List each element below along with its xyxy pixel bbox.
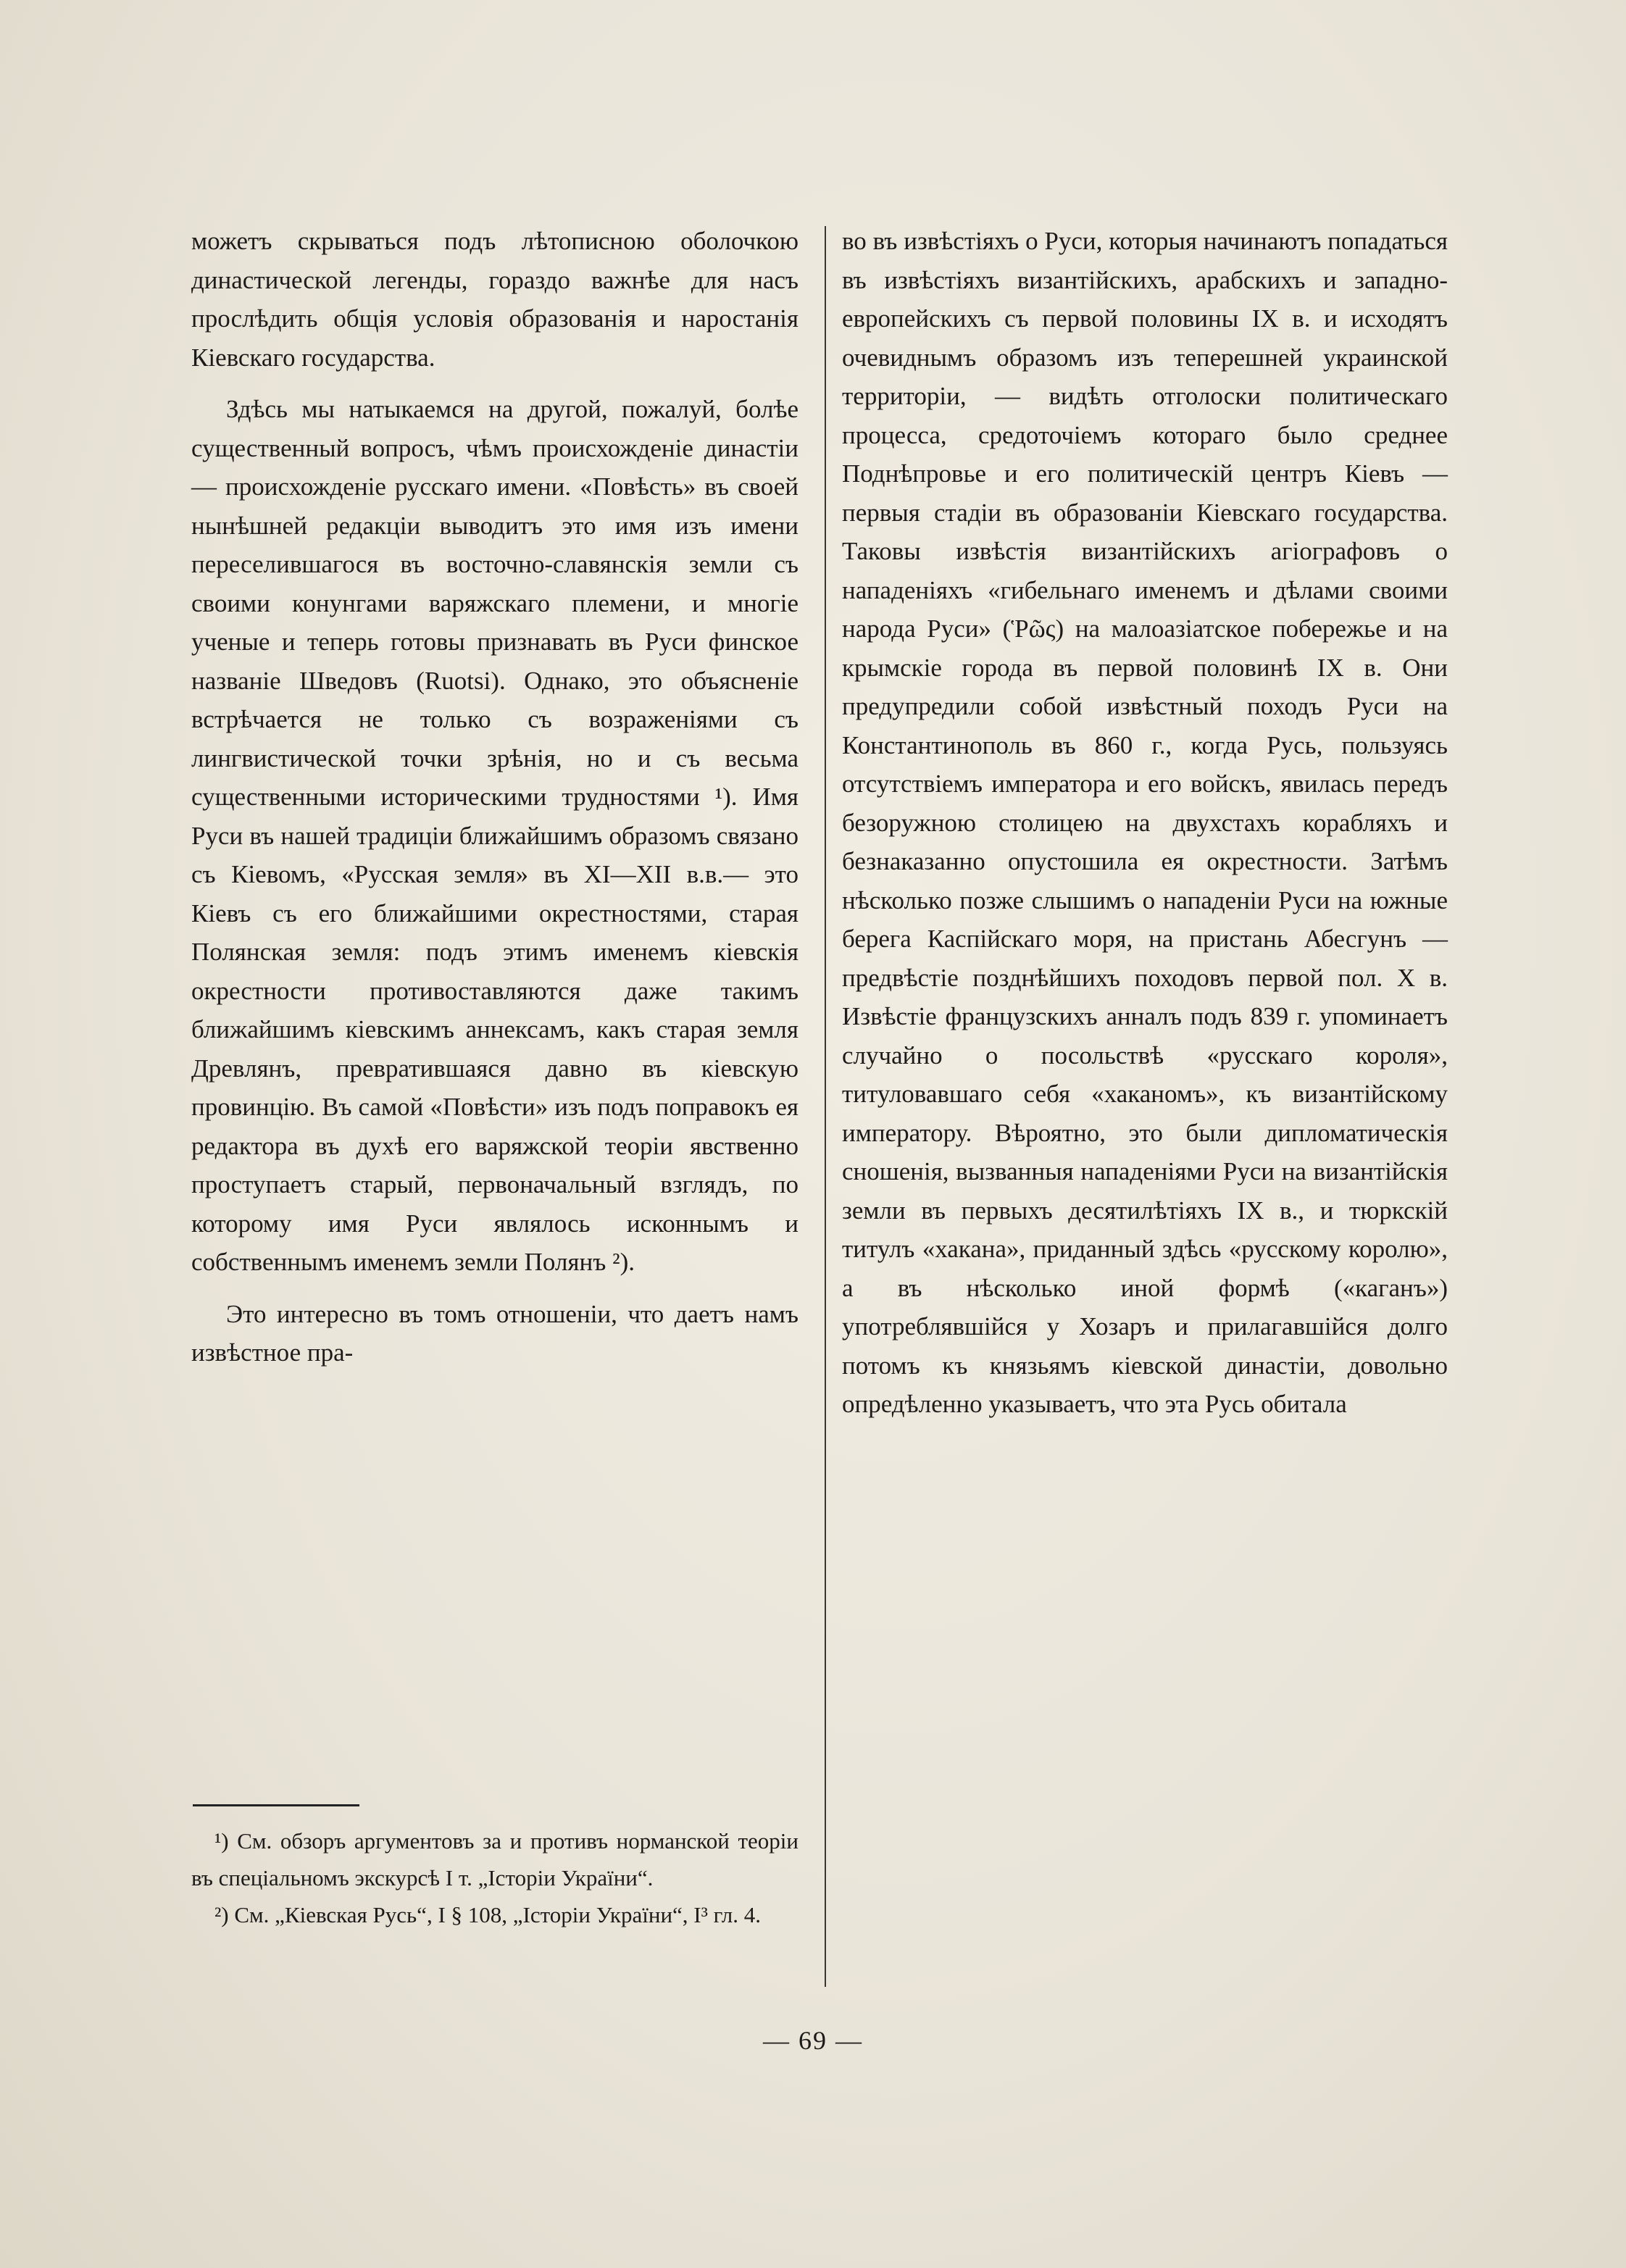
- column-divider: [825, 226, 826, 1987]
- footnote-rule: [193, 1804, 359, 1806]
- footnotes: [191, 1822, 799, 1933]
- footnote: ²) См. „Кіевская Русь“, I § 108, „Історіи України“, I³ гл. 4.: [214, 1902, 762, 1927]
- footnote: ¹) См. обзоръ аргументовъ за и противъ норманской теоріи въ спеціальномъ экскурсѣ I т. „Історіи України“.: [191, 1828, 799, 1890]
- left-text-column: [191, 222, 799, 1372]
- right-text-column: [842, 222, 1448, 1424]
- paragraph: можетъ скрываться подъ лѣтописною оболочкою династической легенды, гораздо важнѣе для насъ прослѣдить общія условія образованія и наростанія Кіевскаго государства.: [191, 227, 799, 372]
- paragraph: Здѣсь мы натыкаемся на другой, пожалуй, болѣе существенный вопросъ, чѣмъ происхожденіе династіи — происхожденіе русскаго имени. «Повѣсть» въ своей нынѣшней редакціи выводитъ это имя изъ имени переселившагося въ восточно-славянскія земли съ своими конунгами варяжскаго племени, и многіе ученые и теперь готовы признавать въ Руси финское названіе Шведовъ (Ruotsi). Однако, это объясненіе встрѣчается не только съ возраженіями съ лингвистической точки зрѣнія, но и съ весьма существенными историческими трудностями ¹). Имя Руси въ нашей традиціи ближайшимъ образомъ связано съ Кіевомъ, «Русская земля» въ XI—XII в.в.— это Кіевъ съ его ближайшими окрестностями, старая Полянская земля: подъ этимъ именемъ кіевскія окрестности противоставляются даже такимъ ближайшимъ кіевскимъ аннексамъ, какъ старая земля Древлянъ, превратившаяся давно въ кіевскую провинцію. Въ самой «Повѣсти» изъ подъ поправокъ ея редактора въ духѣ его варяжской теоріи явственно проступаетъ старый, первоначальный взглядъ, по которому имя Руси являлось исконнымъ и собственнымъ именемъ земли Полянъ ²).: [191, 395, 799, 1276]
- page-number: — 69 —: [763, 2026, 863, 2055]
- paragraph: во въ извѣстіяхъ о Руси, которыя начинаютъ попадаться въ извѣстіяхъ византійскихъ, арабскихъ и западно-европейскихъ съ первой половины IX в. и исходятъ очевиднымъ образомъ изъ теперешней украинской территоріи, — видѣть отголоски политическаго процесса, средоточіемъ котораго было среднее Поднѣпровье и его политическій центръ Кіевъ — первыя стадіи въ образованіи Кіевскаго государства. Таковы извѣстія византійскихъ агіографовъ о нападеніяхъ «гибельнаго именемъ и дѣлами своими народа Руси» (Ῥῶς) на малоазіатское побережье и на крымскіе города въ первой половинѣ IX в. Они предупредили собой извѣстный походъ Руси на Константинополь въ 860 г., когда Русь, пользуясь отсутствіемъ императора и его войскъ, явилась передъ безоружною столицею на двухстахъ корабляхъ и безнаказанно опустошила ея окрестности. Затѣмъ нѣсколько позже слышимъ о нападеніи Руси на южные берега Каспійскаго моря, на пристань Абесгунъ — предвѣстіе позднѣйшихъ походовъ первой пол. X в. Извѣстіе французскихъ анналъ подъ 839 г. упоминаетъ случайно о посольствѣ «русскаго короля», титуловавшаго себя «хаканомъ», къ византійскому императору. Вѣроятно, это были дипломатическія сношенія, вызванныя нападеніями Руси на византійскія земли въ первыхъ десятилѣтіяхъ IX в., и тюркскій титулъ «хакана», приданный здѣсь «русскому королю», а въ нѣсколько иной формѣ («каганъ») употреблявшійся у Хозаръ и прилагавшійся долго потомъ къ князьямъ кіевской династіи, довольно опредѣленно указываетъ, что эта Русь обитала: [842, 227, 1448, 1418]
- paragraph: Это интересно въ томъ отношеніи, что даетъ намъ извѣстное пра-: [191, 1299, 799, 1367]
